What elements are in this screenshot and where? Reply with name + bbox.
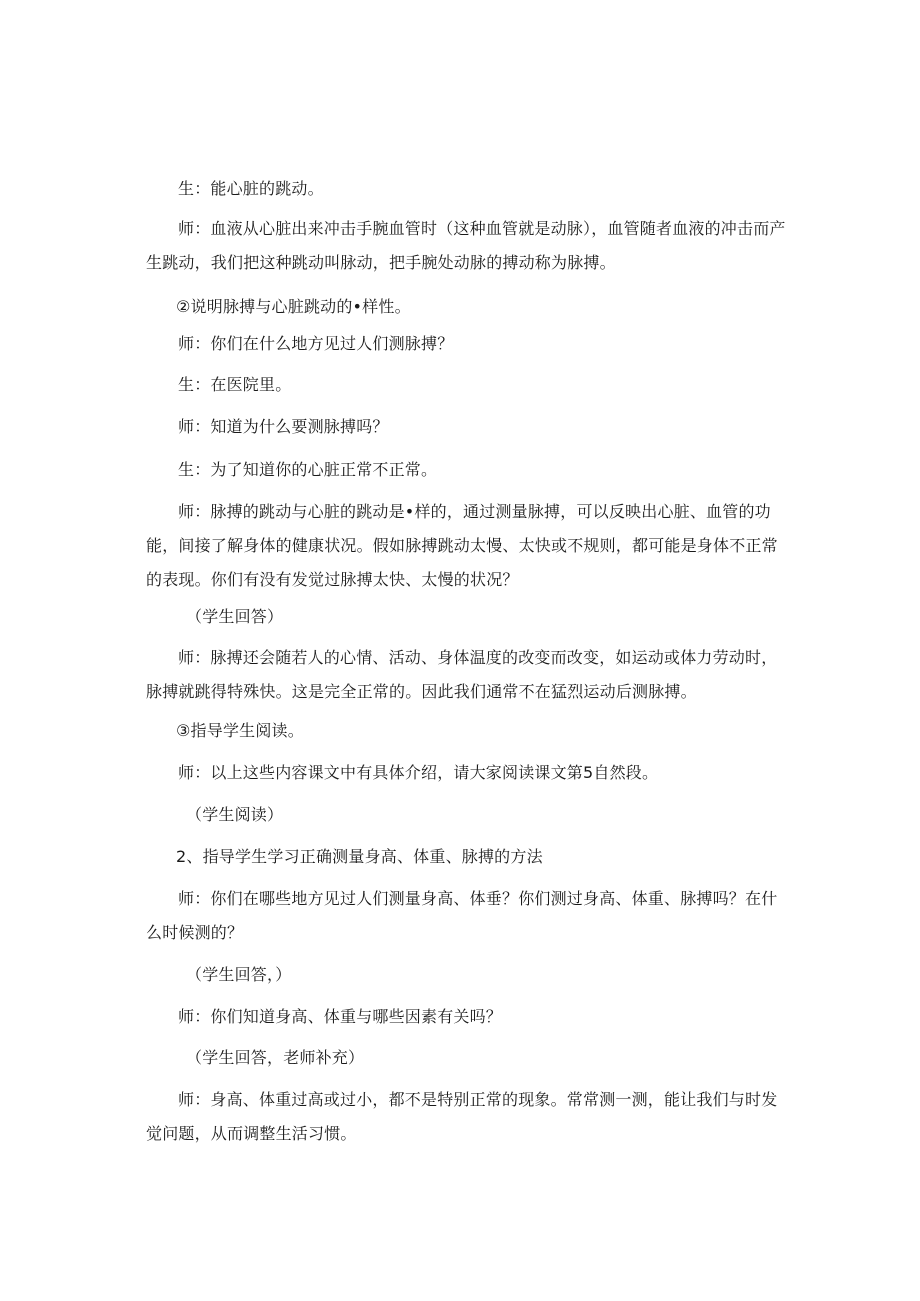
paragraph: 生：能心脏的跳动。 xyxy=(178,179,324,198)
paragraph: 生：在医院里。 xyxy=(178,375,292,394)
paragraph: ②说明脉搏与心脏跳动的•样性。 xyxy=(176,297,411,316)
paragraph: （学生回答） xyxy=(186,607,284,626)
paragraph: 生：为了知道你的心脏正常不正常。 xyxy=(178,460,438,479)
paragraph: 师：你们知道身高、体重与哪些因素有关吗？ xyxy=(178,1007,503,1026)
paragraph: （学生回答，） xyxy=(186,965,292,984)
paragraph: 师：脉搏的跳动与心脏的跳动是•样的，通过测量脉搏，可以反映出心脏、血管的功能，间接了解身体的健康状况。假如脉搏跳动太慢、太快或不规则，都可能是身体不正常的表现。你们有没有发觉过脉搏太快、太慢的状况？ xyxy=(146,502,778,589)
paragraph: ③指导学生阅读。 xyxy=(176,721,304,740)
paragraph: （学生阅读） xyxy=(186,805,284,824)
paragraph: 师：知道为什么要测脉搏吗？ xyxy=(178,417,389,436)
paragraph: （学生回答，老师补充） xyxy=(186,1048,365,1067)
paragraph: 师：以上这些内容课文中有具体介绍，请大家阅读课文第5自然段。 xyxy=(178,763,659,782)
paragraph: 师：血液从心脏出来冲击手腕血管时（这种血管就是动脉），血管随者血液的冲击而产生跳动，我们把这种跳动叫脉动，把手腕处动脉的搏动称为脉搏。 xyxy=(146,219,786,272)
paragraph: 师：你们在什么地方见过人们测脉搏？ xyxy=(178,334,454,353)
paragraph: 2、指导学生学习正确测量身高、体重、脉搏的方法 xyxy=(176,847,543,866)
paragraph: 师：脉搏还会随若人的心情、活动、身体温度的改变而改变，如运动或体力劳动时，脉搏就跳得特殊快。这是完全正常的。因此我们通常不在猛烈运动后测脉搏。 xyxy=(146,648,778,701)
paragraph: 师：身高、体重过高或过小，都不是特别正常的现象。常常测一测，能让我们与时发觉问题，从而调整生活习惯。 xyxy=(146,1090,778,1143)
paragraph: 师：你们在哪些地方见过人们测量身高、体垂？你们测过身高、体重、脉搏吗？在什么时候测的？ xyxy=(146,889,778,942)
